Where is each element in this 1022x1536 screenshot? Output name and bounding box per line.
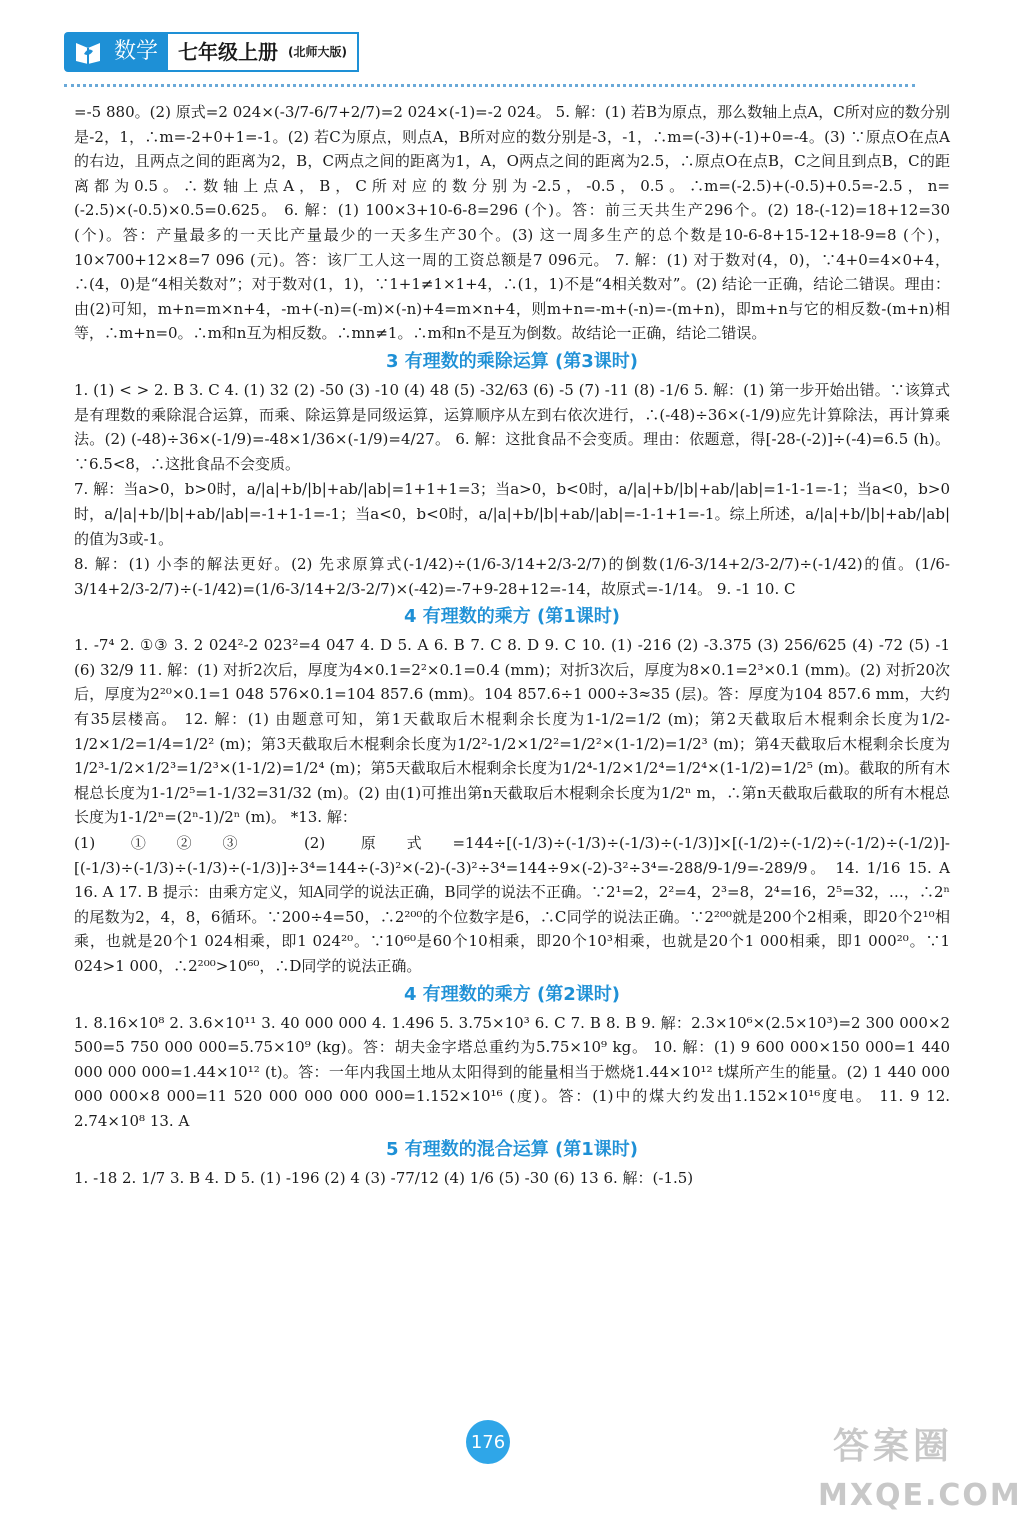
answer-paragraph: 7. 解：当a>0，b>0时，a/|a|+b/|b|+ab/|ab|=1+1+1=3；当a>0，b<0时，a/|a|+b/|b|+ab/|ab|=1-1-1=-1；当a<0，b>0时，a/|a|+b/|b|+ab/|ab|=-1+1-1=-1；当a<0，b<0时，a/|a|+b/|b|+ab/|ab|=-1-1+1=-1。综上所述，a/|a|+b/|b|+ab/|ab|的值为3或-1。 <box>74 480 950 548</box>
section-heading: 4 有理数的乘方 (第1课时) <box>403 606 621 628</box>
section-heading: 5 有理数的混合运算 (第1课时) <box>385 1138 639 1160</box>
answer-paragraph: 1. 8.16×10⁸ 2. 3.6×10¹¹ 3. 40 000 000 4. 1.496 5. 3.75×10³ 6. C 7. B 8. B 9. 解：2.3×10⁶×(2.5×10³)=2 300 000×2 500=5 750 000 000=5.75×10⁹ (kg)。答：胡夫金字塔总重约为5.75×10⁹ kg。 10. 解：(1) 9 600 000×150 000=1 440 000 000 000=1.44×10¹² (t)。答：一年内我国土地从太阳得到的能量相当于燃烧1.44×10¹² t煤所产生的能量。(2) 1 440 000 000 000×8 000=11 520 000 000 000 000=1.152×10¹⁶ (度)。答：(1)中的煤大约发出1.152×10¹⁶度电。 11. 9 12. 2.74×10⁸ 13. A <box>74 1013 950 1130</box>
grade-title: 七年级上册 <box>178 40 279 64</box>
book-leaf-icon <box>64 32 112 72</box>
answer-paragraph: 1. -18 2. 1/7 3. B 4. D 5. (1) -196 (2) 4 (3) -77/12 (4) 1/6 (5) -30 (6) 13 6. 解：(-1.5) <box>74 1168 694 1187</box>
answer-paragraph: =-5 880。(2) 原式=2 024×(-3/7-6/7+2/7)=2 024×(-1)=-2 024。 5. 解：(1) 若B为原点，那么数轴上点A，C所对应的数分别是-2，1，∴m=-2+0+1=-1。(2) 若C为原点，则点A，B所对应的数分别是-3，-1，∴m=(-3)+(-1)+0=-4。(3) ∵原点O在点A的右边，且两点之间的距离为2，B，C两点之间的距离为1，A，O两点之间的距离为2.5，∴原点O在点B，C之间且到点B，C的距离都为0.5。∴数轴上点A，B，C所对应的数分别为-2.5，-0.5，0.5。∴m=(-2.5)+(-0.5)+0.5=-2.5，n=(-2.5)×(-0.5)×0.5=0.625。 6. 解：(1) 100×3+10-6-8=296 (个)。答：前三天共生产296个。(2) 18-(-12)=18+12=30 (个)。答：产量最多的一天比产量最少的一天多生产30个。(3) 这一周多生产的总个数是10-6-8+15-12+18-9=8 (个)，10×700+12×8=7 096 (元)。答：该厂工人这一周的工资总额是7 096元。 7. 解：(1) 对于数对(4，0)，∵4+0=4×0+4，∴(4，0)是“4相关数对”；对于数对(1，1)，∵1+1≠1×1+4，∴(1，1)不是“4相关数对”。(2) 结论一正确，结论二错误。理由：由(2)可知，m+n=m×n+4，-m+(-n)=(-m)×(-n)+4=m×n+4，则m+n=-m+(-n)=-(m+n)，即m+n与它的相反数-(m+n)相等，∴m+n=0。∴m和n互为相反数。∴mn≠1。∴m和n不是互为倒数。故结论一正确，结论二错误。 <box>74 103 950 343</box>
watermark <box>818 1420 1022 1530</box>
answer-paragraph: (1) ①②③ (2) 原式=144÷[(-1/3)÷(-1/3)÷(-1/3)÷(-1/3)]×[(-1/2)÷(-1/2)÷(-1/2)÷(-1/2)]-[(-1/3)÷(-1/3)÷(-1/3)÷(-1/3)]÷3⁴=144÷(-3)²×(-2)-(-3)²÷3⁴=144÷9×(-2)-3²÷3⁴=-288/9-1/9=-289/9。 14. 1/16 15. A 16. A 17. B 提示：由乘方定义，知A同学的说法正确，B同学的说法不正确。∵2¹=2，2²=4，2³=8，2⁴=16，2⁵=32，…，∴2ⁿ的尾数为2，4，8，6循环。∵200÷4=50，∴2²⁰⁰的个位数字是6，∴C同学的说法正确。∵2²⁰⁰就是200个2相乘，即20个2¹⁰相乘，也就是20个1 024相乘，即1 024²⁰。∵10⁶⁰是60个10相乘，即20个10³相乘，也就是20个1 000相乘，即1 000²⁰。∵1 024>1 000，∴2²⁰⁰>10⁶⁰，∴D同学的说法正确。 <box>74 834 950 975</box>
answer-content <box>74 100 950 1191</box>
page-header <box>64 32 359 72</box>
edition-label: (北师大版) <box>288 45 347 59</box>
grade-label <box>168 32 359 72</box>
answer-paragraph: 8. 解：(1) 小李的解法更好。(2) 先求原算式(-1/42)÷(1/6-3/14+2/3-2/7)的倒数(1/6-3/14+2/3-2/7)÷(-1/42)的值。(1/6-3/14+2/3-2/7)÷(-1/42)=(1/6-3/14+2/3-2/7)×(-42)=-7+9-28+12=-14，故原式=-1/14。 9. -1 10. C <box>74 555 950 598</box>
answer-paragraph: 1. (1) < > 2. B 3. C 4. (1) 32 (2) -50 (3) -10 (4) 48 (5) -32/63 (6) -5 (7) -11 (8) -1/6 5. 解：(1) 第一步开始出错。∵该算式是有理数的乘除混合运算，而乘、除运算是同级运算，运算顺序从左到右依次进行，∴(-48)÷36×(-1/9)应先计算除法，再计算乘法。(2) (-48)÷36×(-1/9)=-48×1/36×(-1/9)=4/27。 6. 解：这批食品不会变质。理由：依题意，得[-28-(-2)]÷(-4)=6.5 (h)。∵6.5<8，∴这批食品不会变质。 <box>74 380 950 473</box>
header-divider <box>64 84 915 87</box>
subject-label: 数学 <box>112 32 168 72</box>
section-heading: 4 有理数的乘方 (第2课时) <box>403 983 621 1005</box>
watermark-url: MXQE.COM <box>818 1478 1022 1513</box>
answer-paragraph: 1. -7⁴ 2. ①③ 3. 2 024²-2 023²=4 047 4. D 5. A 6. B 7. C 8. D 9. C 10. (1) -216 (2) -3.375 (3) 256/625 (4) -72 (5) -1 (6) 32/9 11. 解：(1) 对折2次后，厚度为4×0.1=2²×0.1=0.4 (mm)；对折3次后，厚度为8×0.1=2³×0.1 (mm)。(2) 对折20次后，厚度为2²⁰×0.1=1 048 576×0.1=104 857.6 (mm)。104 857.6÷1 000÷3≈35 (层)。答：厚度为104 857.6 mm，大约有35层楼高。 12. 解：(1) 由题意可知，第1天截取后木棍剩余长度为1-1/2=1/2 (m)；第2天截取后木棍剩余长度为1/2-1/2×1/2=1/4=1/2² (m)；第3天截取后木棍剩余长度为1/2²-1/2×1/2²=1/2²×(1-1/2)=1/2³ (m)；第4天截取后木棍剩余长度为1/2³-1/2×1/2³=1/2³×(1-1/2)=1/2⁴ (m)；第5天截取后木棍剩余长度为1/2⁴-1/2×1/2⁴=1/2⁴×(1-1/2)=1/2⁵ (m)。截取的所有木棍总长度为1-1/2⁵=1-1/32=31/32 (m)。(2) 由(1)可推出第n天截取后木棍剩余长度为1/2ⁿ m，∴第n天截取后截取的所有木棍总长度为1-1/2ⁿ=(2ⁿ-1)/2ⁿ (m)。 *13. 解： <box>74 636 950 827</box>
page-number: 176 <box>466 1420 510 1464</box>
section-heading: 3 有理数的乘除运算 (第3课时) <box>385 350 639 372</box>
watermark-logo-text: 答案圈 <box>832 1426 953 1467</box>
